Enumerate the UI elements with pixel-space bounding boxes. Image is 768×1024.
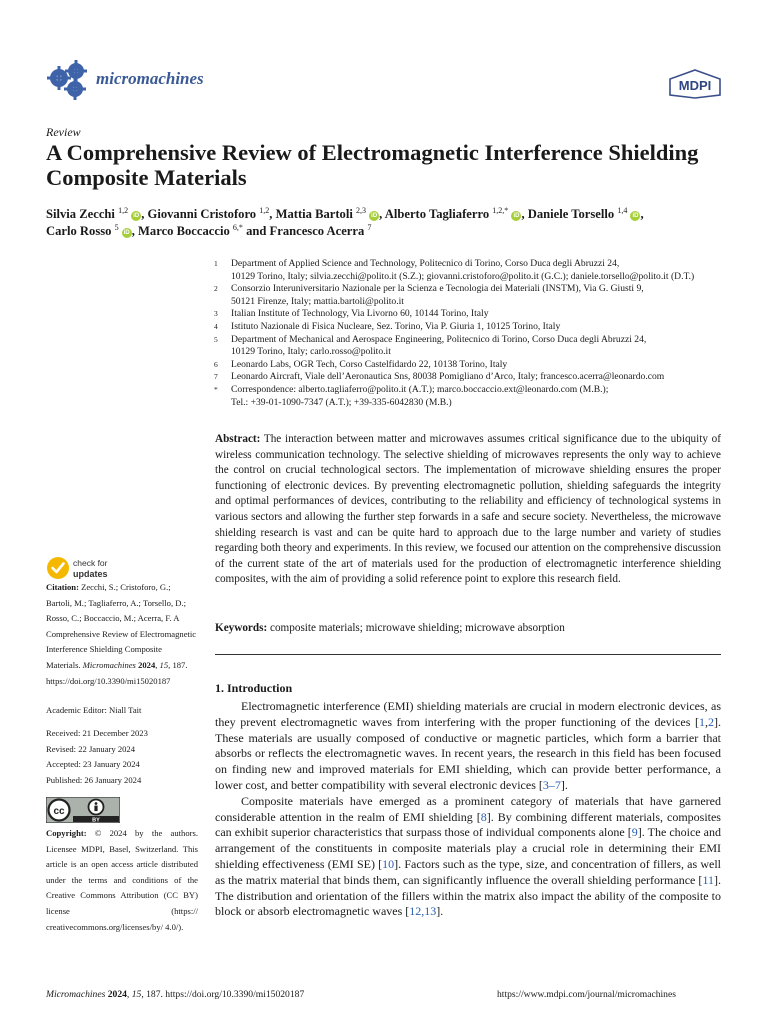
affiliation-text <box>231 371 734 384</box>
citation-link[interactable]: 12,13 <box>409 904 437 919</box>
author-affiliation-mark: 7 <box>367 223 372 232</box>
paragraph-text: , <box>705 714 708 729</box>
authors-line-2 <box>46 219 736 240</box>
author-affiliation-mark: 2,3 <box>356 206 367 215</box>
publication-date: Revised: 22 January 2024 <box>46 743 136 754</box>
citation-doi[interactable]: , 187. https://doi.org/10.3390/mi15020187 <box>46 659 188 686</box>
affiliation-number: 2 <box>214 284 218 294</box>
keywords-label: Keywords: <box>215 622 268 634</box>
abstract-text: The interaction between matter and microwaves assumes critical significance due to the ubiquity of wireless communication technology. The selective shielding of microwaves represents the only way to achieve the control on crucial technological sectors. The implementation of microwave shielding ensures the proper functioning of electronic devices. By preventing electromagnetic pollution, shielding safeguards the integrity and optimal performances of devices, contributing to the reliability and efficiency of technological systems in various sectors and allowing the further step forwards in a safe and secure society. Nevertheless, the microwave shielding research is vast and can be quite hard to approach due to the large number and variety of studies regarding both theory and experiments. In this review, we focused our attention on the comprehensive discussion of the current state of the art of materials used for the production of electromagnetic interference shielding composites, with the aim of providing a solid reference point to explore this research field. <box>215 433 721 586</box>
affiliation-text <box>231 359 734 372</box>
affiliation-text <box>231 258 734 283</box>
affiliation-line: Italian Institute of Technology, Via Livorno 60, 10144 Torino, Italy <box>231 308 489 320</box>
keywords <box>215 621 721 637</box>
abstract <box>215 432 721 588</box>
author-name[interactable]: Alberto Tagliaferro <box>384 207 490 222</box>
intro-paragraph-2 <box>215 794 721 920</box>
affiliation-item <box>214 384 734 409</box>
affiliation-text <box>231 321 734 334</box>
citation-link[interactable]: 9 <box>631 825 638 840</box>
affiliation-number: 7 <box>214 372 218 382</box>
copyright-block <box>46 826 198 935</box>
check-for-updates-badge[interactable] <box>46 555 166 581</box>
footer-year: 2024 <box>107 989 127 1000</box>
affiliation-line: Leonardo Labs, OGR Tech, Corso Castelfidardo 22, 10138 Torino, Italy <box>231 358 508 370</box>
footer-volume: 15 <box>131 989 142 1000</box>
orcid-icon[interactable]: iD <box>123 230 130 237</box>
author-separator: , <box>379 207 385 222</box>
citation-link[interactable]: 3–7 <box>542 777 561 792</box>
mdpi-logo <box>668 69 722 99</box>
citation-link[interactable]: 8 <box>480 809 487 824</box>
paragraph-text: ]. <box>436 904 444 919</box>
author-name[interactable]: Giovanni Cristoforo <box>147 207 257 222</box>
affiliation-number: 6 <box>214 359 218 369</box>
keywords-text: composite materials; microwave shielding; microwave absorption <box>270 622 565 634</box>
academic-editor: Academic Editor: Niall Tait <box>46 705 142 715</box>
check-for-updates-line-1: check for <box>73 558 108 568</box>
section-divider <box>215 654 721 655</box>
author-affiliation-mark: 1,2 <box>118 206 129 215</box>
article-type: Review <box>46 125 81 139</box>
citation-volume: 15 <box>159 659 169 670</box>
affiliation-number: 3 <box>214 309 218 319</box>
check-for-updates-icon <box>47 557 69 579</box>
paragraph-text: ]. Factors such as the type, size, and concentration of fillers, as well as the matrix material that binds them, can significantly influence the overall shielding performance [ <box>215 856 722 887</box>
author-name[interactable]: Silvia Zecchi <box>46 207 115 222</box>
affiliation-line: 10129 Torino, Italy; silvia.zecchi@polito.it (S.Z.); giovanni.cristoforo@polito.it (G.C.); daniele.torsello@polito.it (D.T.) <box>231 270 695 282</box>
cc-by-label: BY <box>92 817 100 823</box>
author-separator: , <box>141 207 148 222</box>
paragraph-text: ]. The choice and arrangement of the constituents in composite materials play a crucial role in determining their EMI shielding effectiveness (EMI SE) [ <box>215 825 722 871</box>
paragraph-text: ]. <box>560 777 568 792</box>
paragraph-text: Electromagnetic interference (EMI) shielding materials are crucial in modern electronic devices, as they prevent electromagnetic waves from interfering with the proper functioning of the devices [ <box>215 699 721 729</box>
mdpi-logo-text: MDPI <box>678 78 712 93</box>
footer-journal-url[interactable]: https://www.mdpi.com/journal/micromachines <box>497 989 676 1000</box>
citation-link[interactable]: 2 <box>708 714 714 729</box>
article-title: A Comprehensive Review of Electromagnetic Interference Shielding Composite Materials <box>46 140 699 190</box>
citation-link[interactable]: 10 <box>382 856 395 871</box>
affiliation-line: Istituto Nazionale di Fisica Nucleare, Sez. Torino, Via P. Giuria 1, 10125 Torino, Italy <box>231 320 561 332</box>
orcid-icon[interactable]: iD <box>513 213 520 220</box>
author-affiliation-mark: 5 <box>114 223 119 232</box>
intro-paragraph-1 <box>215 699 721 794</box>
affiliation-line: 10129 Torino, Italy; carlo.rosso@polito.it <box>231 346 391 358</box>
author-separator: , <box>131 224 139 239</box>
affiliation-item <box>214 321 734 334</box>
affiliation-text <box>231 308 734 321</box>
affiliations <box>214 258 734 409</box>
copyright-text: © 2024 by the authors. Licensee MDPI, Basel, Switzerland. This article is an open access article distributed under the terms and conditions of the Creative Commons Attribution (CC BY) license (https:// creativecommons.org/licenses/by/ 4.0/). <box>46 828 198 932</box>
cc-by-license-badge[interactable] <box>46 797 120 823</box>
affiliation-item <box>214 371 734 384</box>
affiliation-line: Correspondence: alberto.tagliaferro@polito.it (A.T.); marco.boccaccio.ext@leonardo.com (M.B.); <box>231 383 609 395</box>
affiliation-item <box>214 283 734 308</box>
affiliation-item <box>214 258 734 283</box>
section-heading: 1. Introduction <box>215 681 293 695</box>
author-affiliation-mark: 1,2,* <box>492 206 509 215</box>
citation-journal: Micromachines <box>82 659 136 670</box>
author-separator: , <box>269 207 276 222</box>
author-separator: and <box>242 224 270 239</box>
paragraph-text: ]. These materials are usually composed of conductive or magnetic particles, which form a barrier that absorbs or reflects the electromagnetic waves. In recent years, the research in this field has been focused on finding new and improved materials for EMI shielding, which can provide better performance, a lower cost, and better compatibility with several electronic devices [ <box>215 714 721 792</box>
author-name[interactable]: Carlo Rosso <box>46 224 112 239</box>
publication-dates <box>46 726 198 788</box>
affiliation-line: Leonardo Aircraft, Viale dell’Aeronautica Sns, 80038 Pomigliano d’Arco, Italy; francesco.acerra@leonardo.com <box>231 371 665 383</box>
author-affiliation-mark: 1,4 <box>617 206 628 215</box>
footer-doi[interactable]: , 187. https://doi.org/10.3390/mi15020187 <box>141 989 305 1000</box>
paragraph-text: ]. The distribution and orientation of the fillers within the matrix also impact the ability of the composite to block or absorb electromagnetic waves [ <box>215 872 721 919</box>
footer-journal: Micromachines <box>46 989 106 1000</box>
affiliation-number: * <box>214 384 218 394</box>
affiliation-text <box>231 334 734 359</box>
orcid-icon[interactable]: iD <box>371 213 378 220</box>
check-for-updates-line-2: updates <box>73 569 108 579</box>
affiliation-item <box>214 359 734 372</box>
publication-date: Published: 26 January 2024 <box>46 774 142 785</box>
affiliation-item <box>214 334 734 359</box>
author-name[interactable]: Daniele Torsello <box>527 207 615 222</box>
paragraph-text: Composite materials have emerged as a prominent category of materials that have garnered considerable attention in the realm of EMI shielding [ <box>215 793 721 824</box>
orcid-icon[interactable]: iD <box>632 213 639 220</box>
citation-year: 2024 <box>138 659 156 670</box>
affiliation-number: 4 <box>214 321 218 331</box>
author-affiliation-mark: 1,2 <box>259 206 270 215</box>
affiliation-line: Department of Mechanical and Aerospace Engineering, Politecnico di Torino, Corso Duca degli Abruzzi 24, <box>231 333 647 345</box>
citation-label: Citation: <box>46 582 79 592</box>
author-affiliation-mark: 6,* <box>232 223 243 232</box>
affiliation-line: Department of Applied Science and Technology, Politecnico di Torino, Corso Duca degli Abruzzi 24, <box>231 258 620 269</box>
publication-date: Received: 21 December 2023 <box>46 728 148 738</box>
author-name[interactable]: Francesco Acerra <box>269 224 365 239</box>
gears-icon <box>46 58 92 102</box>
journal-name: micromachines <box>96 69 204 88</box>
abstract-label: Abstract: <box>215 433 261 445</box>
affiliation-number: 1 <box>214 259 218 268</box>
affiliation-number: 5 <box>214 334 218 344</box>
publication-date: Accepted: 23 January 2024 <box>46 759 140 770</box>
affiliation-line: Consorzio Interuniversitario Nazionale per la Scienza e Tecnologia dei Materiali (INSTM), Via G. Giusti 9, <box>231 283 644 295</box>
author-separator: , <box>521 207 528 222</box>
citation-link[interactable]: 11 <box>702 872 714 887</box>
affiliation-text <box>231 384 734 409</box>
citation-link[interactable]: 1 <box>699 714 705 729</box>
affiliation-line: Tel.: +39-01-1090-7347 (A.T.); +39-335-6042830 (M.B.) <box>231 396 452 408</box>
author-name[interactable]: Marco Boccaccio <box>138 224 230 239</box>
author-separator: , <box>640 207 644 222</box>
cc-label: cc <box>53 806 65 817</box>
paragraph-text: ]. By combining different materials, composites can exhibit superior characteristics that surpass those of individual components alone [ <box>215 809 721 840</box>
footer-citation: Micromachines 2024, 15, 187. https://doi.org/10.3390/mi15020187 <box>46 989 305 1000</box>
affiliation-item <box>214 308 734 321</box>
author-name[interactable]: Mattia Bartoli <box>275 207 353 222</box>
intro-body <box>215 699 721 920</box>
orcid-icon[interactable]: iD <box>133 213 140 220</box>
affiliation-text <box>231 283 734 308</box>
citation-block: Citation: Zecchi, S.; Cristoforo, G.; Bartoli, M.; Tagliaferro, A.; Torsello, D.; Rosso, C.; Boccaccio, M.; Acerra, F. A Comprehensive Review of Electromagnetic Interference Shielding Composite Materials. Micromachines 2024, 15, 187. https://doi.org/10.3390/mi15020187 <box>46 582 197 686</box>
citation-text: Zecchi, S.; Cristoforo, G.; Bartoli, M.; Tagliaferro, A.; Torsello, D.; Rosso, C.; Boccaccio, M.; Acerra, F. A Comprehensive Review of Electromagnetic Interference Shielding Composite Materials. <box>46 582 197 670</box>
affiliation-line: 50121 Firenze, Italy; mattia.bartoli@polito.it <box>231 295 404 307</box>
copyright-label: Copyright: <box>46 828 87 838</box>
